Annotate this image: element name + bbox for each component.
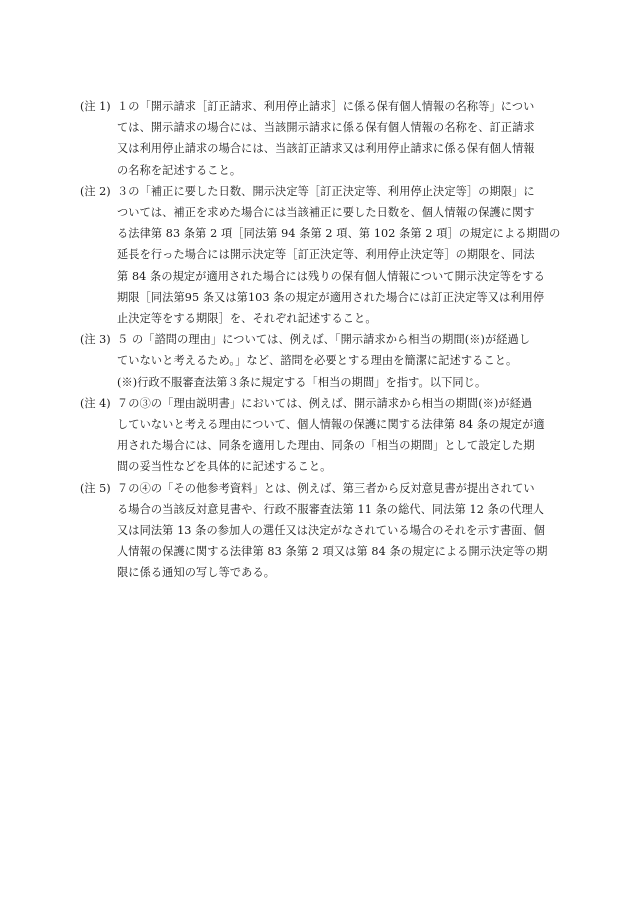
note-text-line: ては、開示請求の場合には、当該開示請求に係る保有個人情報の名称を、訂正請求 bbox=[117, 121, 535, 135]
note-text-line: ついては、補正を求めた場合には当該補正に要した日数を、個人情報の保護に関す bbox=[117, 206, 535, 220]
note-text-line: １の「開示請求［訂正請求、利用停止請求］に係る保有個人情報の名称等」につい bbox=[117, 100, 535, 113]
note-5 bbox=[80, 478, 578, 584]
note-text-line: 期限［同法第95 条又は第103 条の規定が適用された場合には訂正決定等又は利用停 bbox=[117, 290, 545, 304]
note-text-line: 限に係る通知の写し等である。 bbox=[117, 566, 276, 580]
note-label: (注 2) bbox=[80, 184, 111, 198]
note-text-line: 用された場合には、同条を適用した理由、同条の「相当の期間」として設定した期 bbox=[117, 439, 535, 453]
note-4 bbox=[80, 393, 578, 478]
notes-list bbox=[80, 96, 578, 584]
note-label: (注 4) bbox=[80, 396, 111, 410]
note-text-line: 又は同法第 13 条の参加人の選任又は決定がなされている場合のそれを示す書面、個 bbox=[117, 524, 546, 538]
note-text-line: る法律第 83 条第 2 項［同法第 94 条第 2 項、第 102 条第 2 項］の規定による期間の bbox=[117, 227, 561, 241]
note-label: (注 3) bbox=[80, 333, 111, 347]
note-text-line: ていないと考えるため。」など、諮問を必要とする理由を簡潔に記述すること。 bbox=[117, 354, 518, 368]
note-text-line: ５ の「諮問の理由」については、例えば、「開示請求から相当の期間(※)が経過し bbox=[117, 333, 531, 347]
note-text-line: る場合の当該反対意見書や、行政不服審査法第 11 条の総代、同法第 12 条の代理人 bbox=[117, 502, 545, 516]
note-text-line: の名称を記述すること。 bbox=[117, 163, 242, 177]
note-1 bbox=[80, 96, 578, 181]
note-text-line: 間の妥当性などを具体的に記述すること。 bbox=[117, 460, 332, 474]
note-text-line: 延長を行った場合には開示決定等［訂正決定等、利用停止決定等］の期限を、同法 bbox=[117, 248, 535, 262]
note-label: (注 5) bbox=[80, 481, 111, 495]
note-text-line: ７の③の「理由説明書」においては、例えば、開示請求から相当の期間(※)が経過 bbox=[117, 396, 533, 410]
note-text-line: ３の「補正に要した日数、開示決定等［訂正決定等、利用停止決定等］の期限」に bbox=[117, 184, 535, 198]
note-text-line: 止決定等をする期限］を、それぞれ記述すること。 bbox=[117, 312, 377, 326]
note-2 bbox=[80, 181, 578, 329]
note-text-line: 第 84 条の規定が適用された場合には残りの保有個人情報について開示決定等をする bbox=[117, 269, 545, 283]
note-text-line: していないと考える理由について、個人情報の保護に関する法律第 84 条の規定が適 bbox=[117, 418, 545, 432]
note-text-line: ７の④の「その他参考資料」とは、例えば、第三者から反対意見書が提出されてい bbox=[117, 481, 535, 495]
note-label: (注 1) bbox=[80, 100, 111, 113]
note-footnote-line: (※)行政不服審査法第３条に規定する「相当の期間」を指す。以下同じ。 bbox=[117, 375, 487, 389]
note-text-line: 又は利用停止請求の場合には、当該訂正請求又は利用停止請求に係る保有個人情報 bbox=[117, 142, 535, 156]
note-3 bbox=[80, 329, 578, 393]
note-text-line: 人情報の保護に関する法律第 83 条第 2 項又は第 84 条の規定による開示決定等の期 bbox=[117, 545, 548, 559]
